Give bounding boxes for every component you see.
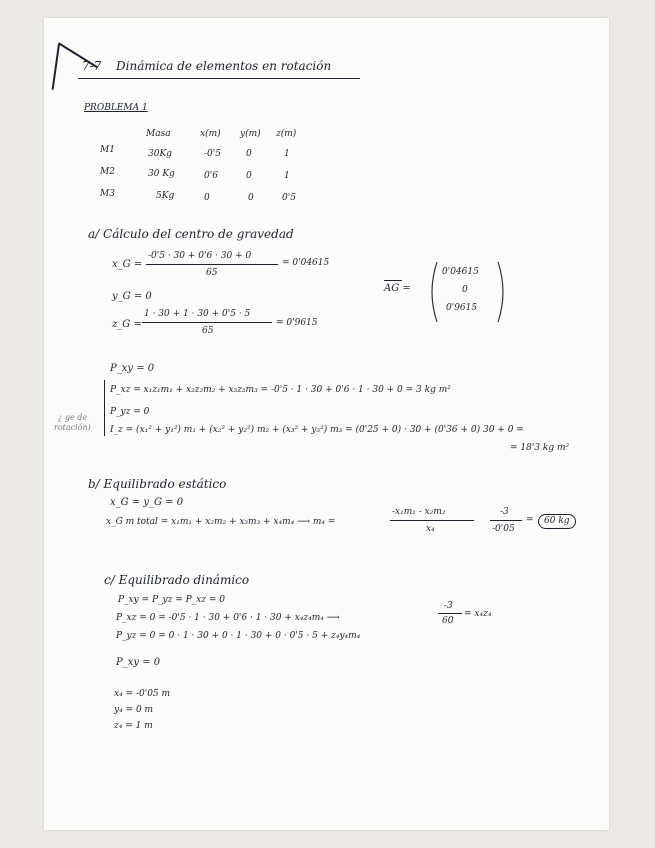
page-title: Dinámica de elementos en rotación <box>116 59 332 73</box>
brace-bar <box>104 380 105 436</box>
zg-denominator: 65 <box>202 326 214 336</box>
ag-right-paren <box>496 262 508 322</box>
row-z: 1 <box>284 171 290 181</box>
col-header-masa: Masa <box>146 129 171 139</box>
title-underline <box>78 78 360 79</box>
row-masa: 5Kg <box>156 191 175 201</box>
row-name: M1 <box>100 145 115 155</box>
zg-numerator: 1 · 30 + 1 · 30 + 0'5 · 5 <box>144 309 251 319</box>
row-masa: 30 Kg <box>148 169 175 179</box>
problem-label: PROBLEMA 1 <box>84 103 148 113</box>
margin-slash-tail <box>52 44 60 90</box>
ag-label: AG = <box>384 283 411 294</box>
side-note-line-2: rotación) <box>54 423 91 432</box>
row-masa: 30Kg <box>148 149 172 159</box>
part-b-equals: = <box>526 515 534 525</box>
row-z: 0'5 <box>282 193 296 203</box>
part-b-frac-den: x₄ <box>426 524 435 534</box>
part-b-line-2: x_G m total = x₁m₁ + x₂m₂ + x₃m₃ + x₄m₄ ⟶ m₄ = <box>106 517 336 527</box>
part-b-frac2-bar <box>490 520 522 521</box>
row-y: 0 <box>246 149 252 159</box>
part-b-line-1: x_G = y_G = 0 <box>110 497 184 508</box>
part-b-frac-num: -x₁m₁ - x₂m₂ <box>392 507 446 517</box>
answer-x4: x₄ = -0'05 m <box>114 689 171 699</box>
zg-label: z_G = <box>112 319 142 330</box>
part-c-line-2: P_xz = 0 = -0'5 · 1 · 30 + 0'6 · 1 · 30 + x₄z₄m₄ ⟶ <box>116 613 340 623</box>
pyz-line: P_yz = 0 <box>110 407 150 417</box>
section-number: 7-7 <box>82 59 102 73</box>
zg-result: = 0'9615 <box>276 318 318 328</box>
row-x: 0'6 <box>204 171 218 181</box>
part-c-line-2-frac-bar <box>438 613 462 614</box>
ag-vector-x: 0'04615 <box>442 267 479 277</box>
iz-result: = 18'3 kg m² <box>510 443 570 453</box>
ag-vector-z: 0'9615 <box>446 303 478 313</box>
row-x: 0 <box>204 193 210 203</box>
row-y: 0 <box>246 171 252 181</box>
part-b-frac2-num: -3 <box>500 507 509 517</box>
part-c-line-2-frac-den: 60 <box>442 616 454 626</box>
part-c-line-3: P_yz = 0 = 0 · 1 · 30 + 0 · 1 · 30 + 0 · 0'5 · 5 + z₄y₄m₄ <box>116 631 361 641</box>
iz-line: I_z = (x₁² + y₁²) m₁ + (x₂² + y₂²) m₂ + (x₃² + y₃²) m₃ = (0'25 + 0) · 30 + (0'36 + 0) 30 + 0 = <box>110 425 524 435</box>
col-header-x: x(m) <box>200 129 221 139</box>
side-note-line-1: ¿ ge de <box>58 413 88 422</box>
ag-arrow-bar <box>384 280 402 281</box>
answer-y4: y₄ = 0 m <box>114 705 154 715</box>
part-c-line-1: P_xy = P_yz = P_xz = 0 <box>118 595 225 605</box>
xg-label: x_G = <box>112 259 143 270</box>
row-name: M2 <box>100 167 115 177</box>
col-header-z: z(m) <box>276 129 297 139</box>
ag-vector-y: 0 <box>462 285 468 295</box>
part-c-line-2-frac-num: -3 <box>444 601 453 611</box>
xg-numerator: -0'5 · 30 + 0'6 · 30 + 0 <box>148 251 252 261</box>
pxy-line: P_xy = 0 <box>110 363 155 374</box>
paper-sheet <box>44 18 609 830</box>
ag-left-paren <box>427 262 439 322</box>
row-y: 0 <box>248 193 254 203</box>
part-c-line-2-tail: = x₄z₄ <box>464 609 492 619</box>
answer-z4: z₄ = 1 m <box>114 721 153 731</box>
part-b-frac-bar <box>390 520 474 521</box>
part-b-frac2-den: -0'05 <box>492 524 515 534</box>
row-name: M3 <box>100 189 115 199</box>
part-c-heading: c/ Equilibrado dinámico <box>104 573 250 587</box>
xg-denominator: 65 <box>206 268 218 278</box>
pxz-line: P_xz = x₁z₁m₁ + x₂z₂m₂ + x₃z₃m₃ = -0'5 · 1 · 30 + 0'6 · 1 · 30 + 0 = 3 kg m² <box>110 385 451 395</box>
yg-line: y_G = 0 <box>112 291 152 302</box>
zg-fraction-bar <box>142 322 272 323</box>
xg-fraction-bar <box>146 264 278 265</box>
col-header-y: y(m) <box>240 129 261 139</box>
row-z: 1 <box>284 149 290 159</box>
part-a-heading: a/ Cálculo del centro de gravedad <box>88 227 294 241</box>
row-x: -0'5 <box>204 149 221 159</box>
xg-result: = 0'04615 <box>282 258 330 268</box>
part-c-line-4: P_xy = 0 <box>116 657 161 668</box>
part-b-heading: b/ Equilibrado estático <box>88 477 227 491</box>
part-b-result: 60 kg <box>538 514 576 529</box>
